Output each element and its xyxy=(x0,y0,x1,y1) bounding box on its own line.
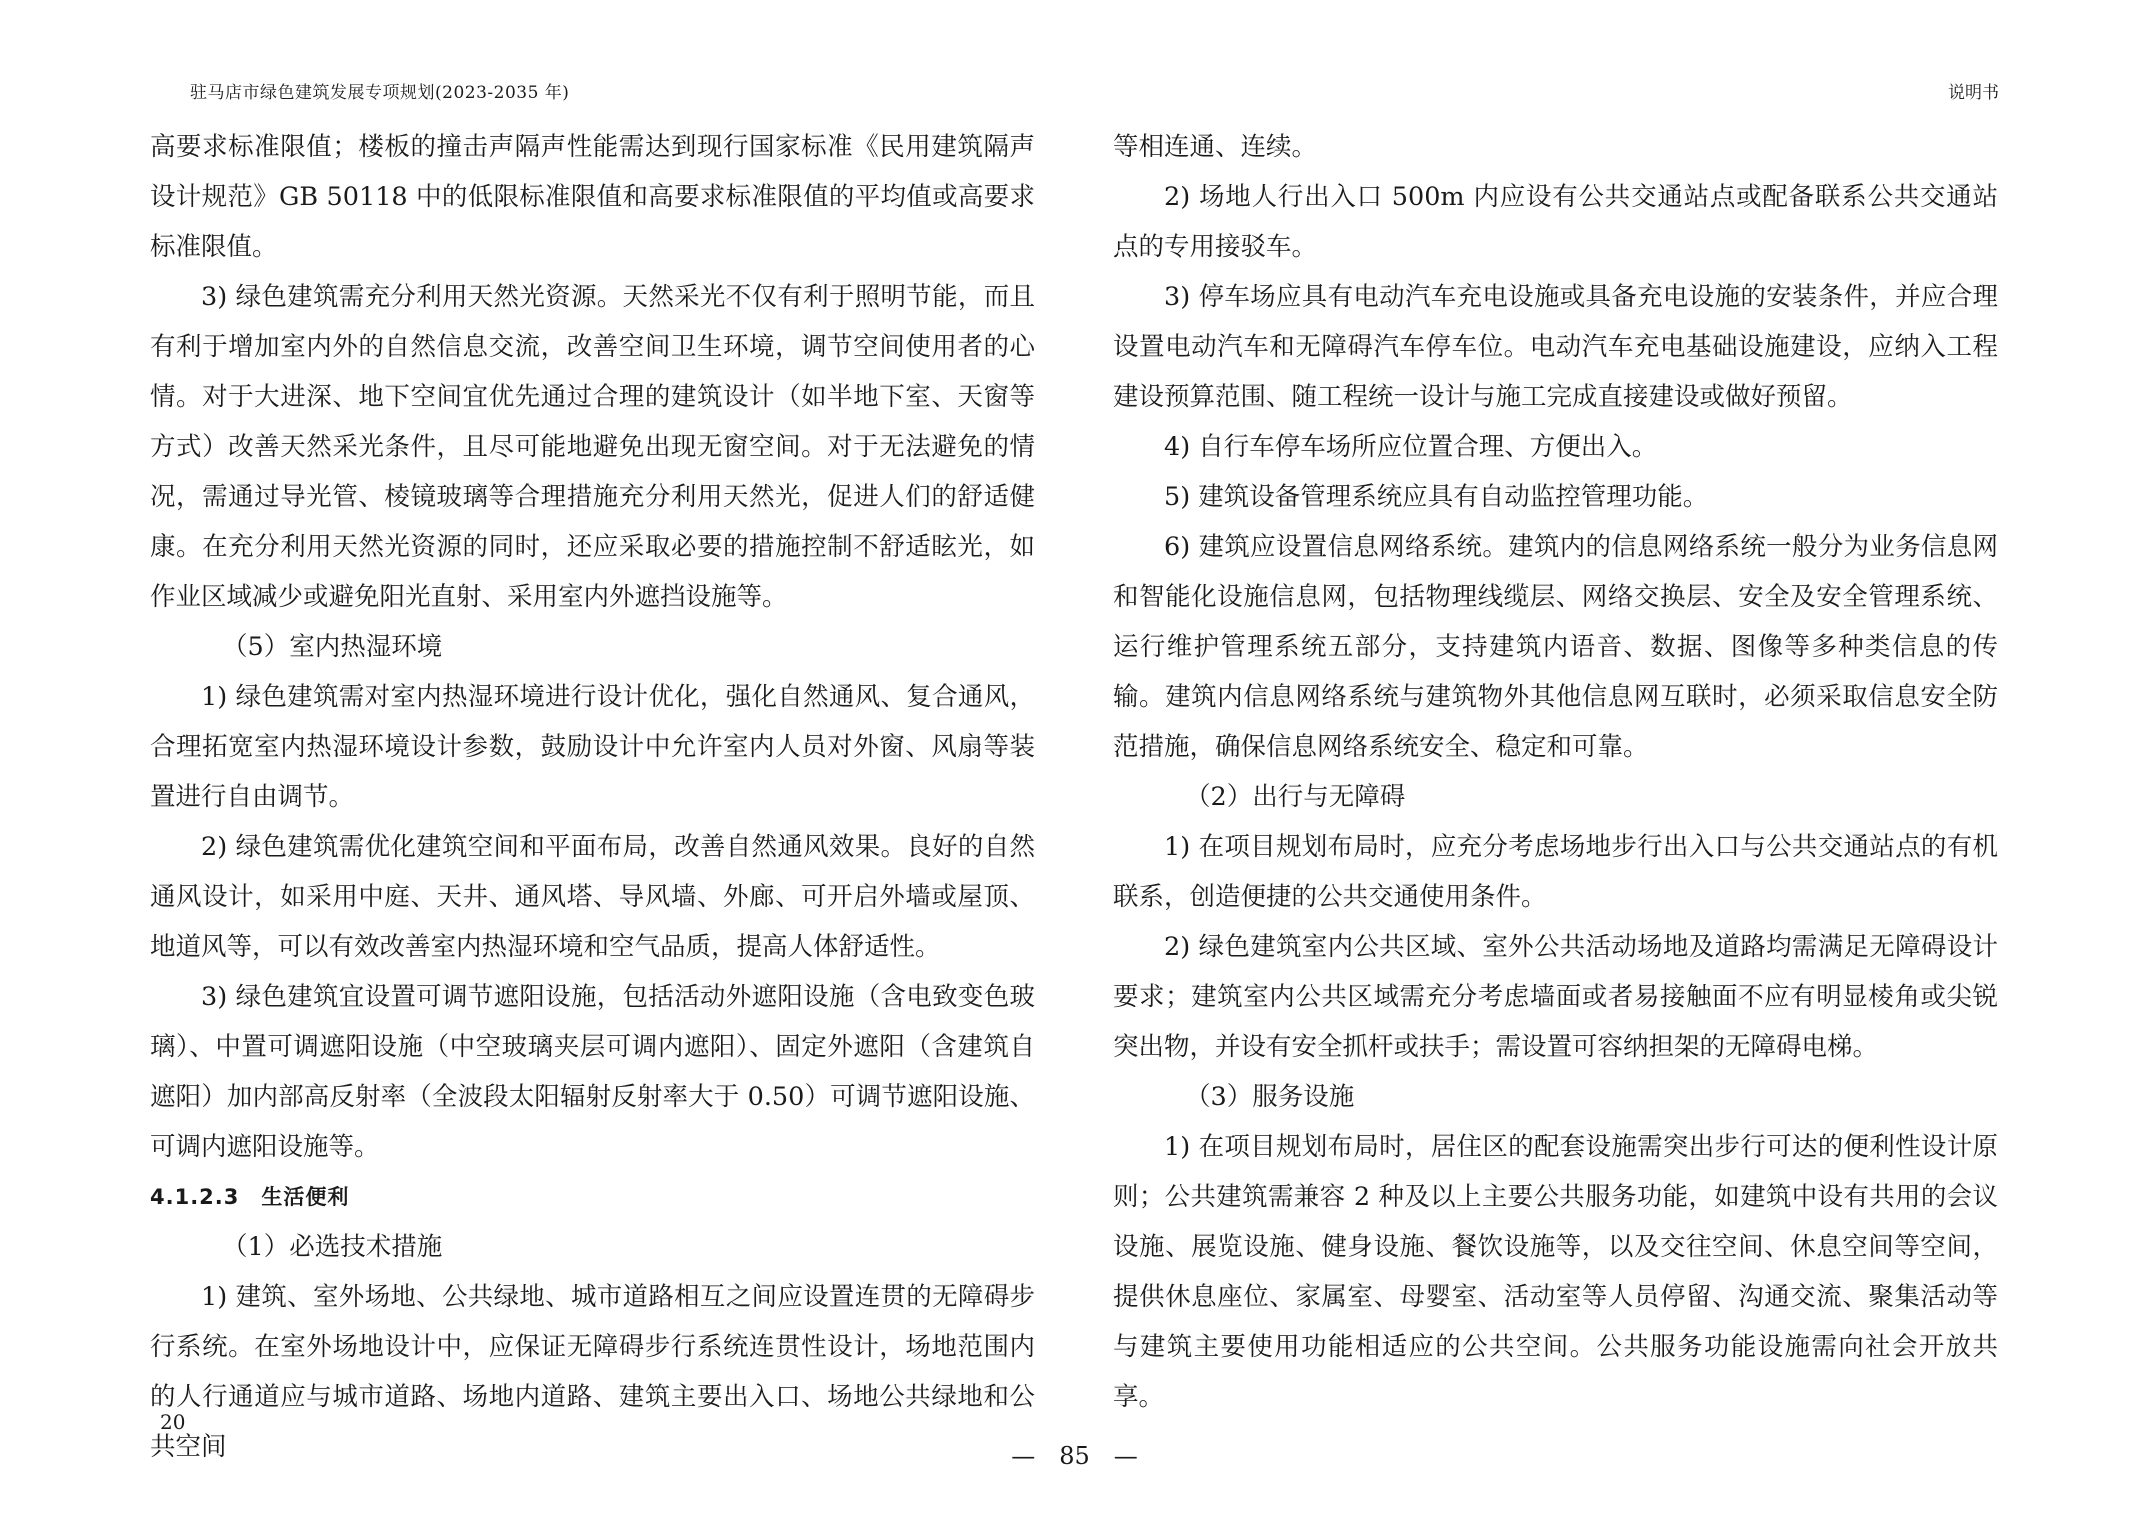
subsection-heading: （5）室内热湿环境 xyxy=(222,632,443,662)
paragraph: 1) 建筑、室外场地、公共绿地、城市道路相互之间应设置连贯的无障碍步行系统。在室外场地设计中，应保证无障碍步行系统连贯性设计，场地范围内的人行通道应与城市道路、场地内道路、建筑主要出入口、场地公共绿地和公共空间 xyxy=(150,1282,1035,1462)
left-column xyxy=(150,122,1035,1472)
paragraph: 2) 绿色建筑需优化建筑空间和平面布局，改善自然通风效果。良好的自然通风设计，如采用中庭、天井、通风塔、导风墙、外廊、可开启外墙或屋顶、地道风等，可以有效改善室内热湿环境和空气品质，提高人体舒适性。 xyxy=(150,832,1035,962)
document-type: 说明书 xyxy=(1948,83,1999,103)
inner-page-number: 20 xyxy=(160,1410,186,1434)
paragraph: 1) 在项目规划布局时，应充分考虑场地步行出入口与公共交通站点的有机联系，创造便捷的公共交通使用条件。 xyxy=(1113,832,1998,912)
paragraph: 3) 绿色建筑宜设置可调节遮阳设施，包括活动外遮阳设施（含电致变色玻璃）、中置可调遮阳设施（中空玻璃夹层可调内遮阳）、固定外遮阳（含建筑自遮阳）加内部高反射率（全波段太阳辐射反射率大于 0.50）可调节遮阳设施、可调内遮阳设施等。 xyxy=(150,982,1035,1162)
paragraph: 1) 在项目规划布局时，居住区的配套设施需突出步行可达的便利性设计原则；公共建筑需兼容 2 种及以上主要公共服务功能，如建筑中设有共用的会议设施、展览设施、健身设施、餐饮设施等，以及交往空间、休息空间等空间，提供休息座位、家属室、母婴室、活动室等人员停留、沟通交流、聚集活动等与建筑主要使用功能相适应的公共空间。公共服务功能设施需向社会开放共享。 xyxy=(1113,1132,1998,1412)
subsection-heading: （2）出行与无障碍 xyxy=(1185,782,1406,812)
document-title: 驻马店市绿色建筑发展专项规划(2023-2035 年) xyxy=(190,83,570,103)
paragraph: 5) 建筑设备管理系统应具有自动监控管理功能。 xyxy=(1164,482,1709,512)
paragraph: 2) 场地人行出入口 500m 内应设有公共交通站点或配备联系公共交通站点的专用接驳车。 xyxy=(1113,182,1998,262)
right-column xyxy=(1113,122,1998,1422)
paragraph: 2) 绿色建筑室内公共区域、室外公共活动场地及道路均需满足无障碍设计要求；建筑室内公共区域需充分考虑墙面或者易接触面不应有明显棱角或尖锐突出物，并设有安全抓杆或扶手；需设置可容纳担架的无障碍电梯。 xyxy=(1113,932,1998,1062)
paragraph: 3) 绿色建筑需充分利用天然光资源。天然采光不仅有利于照明节能，而且有利于增加室内外的自然信息交流，改善空间卫生环境，调节空间使用者的心情。对于大进深、地下空间宜优先通过合理的建筑设计（如半地下室、天窗等方式）改善天然采光条件，且尽可能地避免出现无窗空间。对于无法避免的情况，需通过导光管、棱镜玻璃等合理措施充分利用天然光，促进人们的舒适健康。在充分利用天然光资源的同时，还应采取必要的措施控制不舒适眩光，如作业区域减少或避免阳光直射、采用室内外遮挡设施等。 xyxy=(150,282,1035,612)
paragraph: 3) 停车场应具有电动汽车充电设施或具备充电设施的安装条件，并应合理设置电动汽车和无障碍汽车停车位。电动汽车充电基础设施建设，应纳入工程建设预算范围、随工程统一设计与施工完成直接建设或做好预留。 xyxy=(1113,282,1998,412)
page-number: — 85 — xyxy=(1011,1442,1138,1470)
subsection-heading: （3）服务设施 xyxy=(1185,1082,1355,1112)
paragraph: 高要求标准限值；楼板的撞击声隔声性能需达到现行国家标准《民用建筑隔声设计规范》GB 50118 中的低限标准限值和高要求标准限值的平均值或高要求标准限值。 xyxy=(150,132,1035,262)
subsection-heading: （1）必选技术措施 xyxy=(222,1232,443,1262)
paragraph: 4) 自行车停车场所应位置合理、方便出入。 xyxy=(1164,432,1658,462)
paragraph: 等相连通、连续。 xyxy=(1113,132,1318,162)
paragraph: 6) 建筑应设置信息网络系统。建筑内的信息网络系统一般分为业务信息网和智能化设施信息网，包括物理线缆层、网络交换层、安全及安全管理系统、运行维护管理系统五部分，支持建筑内语音、数据、图像等多种类信息的传输。建筑内信息网络系统与建筑物外其他信息网互联时，必须采取信息安全防范措施，确保信息网络系统安全、稳定和可靠。 xyxy=(1113,532,1998,762)
paragraph: 1) 绿色建筑需对室内热湿环境进行设计优化，强化自然通风、复合通风，合理拓宽室内热湿环境设计参数，鼓励设计中允许室内人员对外窗、风扇等装置进行自由调节。 xyxy=(150,682,1035,812)
section-heading: 4.1.2.3 生活便利 xyxy=(150,1185,350,1209)
